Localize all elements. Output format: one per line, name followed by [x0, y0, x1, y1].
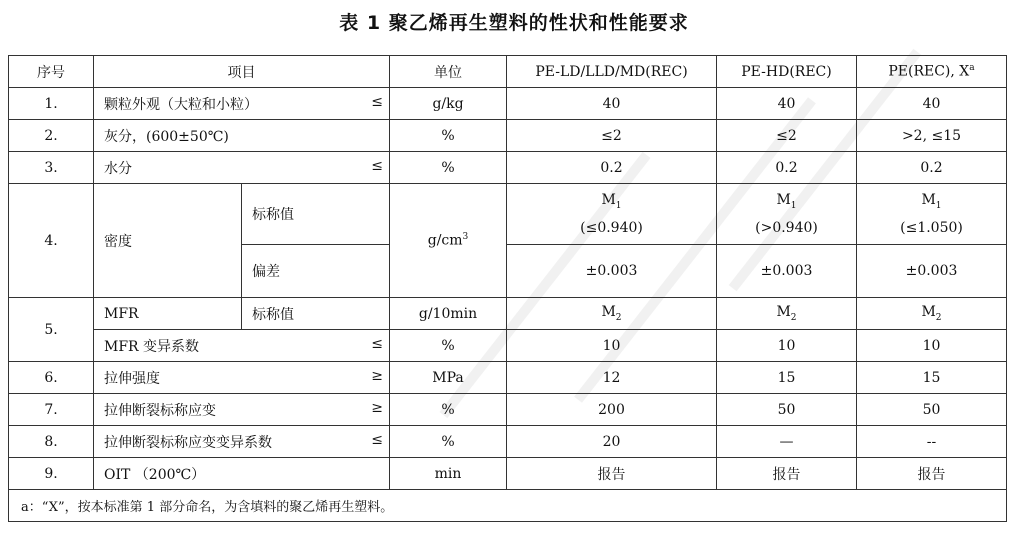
row-item: 颗粒外观（大粒和小粒） ≤: [94, 88, 390, 120]
row-value: 0.2: [857, 152, 1007, 184]
row-unit: MPa: [390, 362, 507, 394]
header-col3: PE(REC), $X^a$: [857, 56, 1007, 88]
row-unit: %: [390, 120, 507, 152]
row-value: 50: [717, 394, 857, 426]
row-unit: %: [390, 152, 507, 184]
table-title: 表 1 聚乙烯再生塑料的性状和性能要求: [339, 12, 689, 34]
table-row: [9, 152, 1007, 184]
row-item: 拉伸断裂标称应变 ≥: [94, 394, 390, 426]
row-value: 200: [507, 394, 717, 426]
row-unit: g/kg: [390, 88, 507, 120]
row-value: 10: [857, 330, 1007, 362]
properties-table: [8, 55, 1007, 522]
row-number: 5.: [9, 298, 94, 362]
row-unit: $g/cm^3$: [390, 184, 507, 298]
table-row: [9, 362, 1007, 394]
header-no: 序号: [9, 56, 94, 88]
table-row: [9, 394, 1007, 426]
row-value: 40: [507, 88, 717, 120]
row-value: $M_1$ (>0.940): [717, 184, 857, 245]
table-row-mfr: [9, 298, 1007, 330]
row-value: --: [857, 426, 1007, 458]
row-number: 3.: [9, 152, 94, 184]
row-value: ≤2: [717, 120, 857, 152]
row-subitem: 标称值: [242, 298, 390, 330]
row-number: 8.: [9, 426, 94, 458]
table-row-density-nominal: [9, 184, 1007, 245]
row-item: OIT （200℃）: [94, 458, 390, 490]
row-value: >2, ≤15: [857, 120, 1007, 152]
row-value: 0.2: [507, 152, 717, 184]
row-value: 40: [717, 88, 857, 120]
row-value: $M_2$: [857, 298, 1007, 330]
row-value: —: [717, 426, 857, 458]
row-item: 灰分，(600±50℃): [94, 120, 390, 152]
row-item: 密度: [94, 184, 242, 298]
row-number: 6.: [9, 362, 94, 394]
table-row: [9, 458, 1007, 490]
row-value: 40: [857, 88, 1007, 120]
header-item: 项目: [94, 56, 390, 88]
row-value: ±0.003: [507, 245, 717, 298]
row-value: 20: [507, 426, 717, 458]
row-item: 拉伸断裂标称应变变异系数 ≤: [94, 426, 390, 458]
row-value: $M_1$ (≤1.050): [857, 184, 1007, 245]
table-row: [9, 426, 1007, 458]
row-item: 拉伸强度 ≥: [94, 362, 390, 394]
row-item: 水分 ≤: [94, 152, 390, 184]
row-item: MFR 变异系数 ≤: [94, 330, 390, 362]
row-number: 9.: [9, 458, 94, 490]
table-row: [9, 120, 1007, 152]
row-value: ±0.003: [857, 245, 1007, 298]
row-unit: min: [390, 458, 507, 490]
header-row: [9, 56, 1007, 88]
row-unit: g/10min: [390, 298, 507, 330]
row-unit: %: [390, 330, 507, 362]
row-value: $M_2$: [507, 298, 717, 330]
row-value: 报告: [857, 458, 1007, 490]
row-value: 0.2: [717, 152, 857, 184]
row-value: 15: [857, 362, 1007, 394]
row-item: MFR: [94, 298, 242, 330]
table-row-mfr-cv: [9, 330, 1007, 362]
header-col2: PE-HD(REC): [717, 56, 857, 88]
row-value: 10: [717, 330, 857, 362]
footnote-row: [9, 490, 1007, 522]
row-subitem: 偏差: [242, 245, 390, 298]
row-number: 7.: [9, 394, 94, 426]
row-value: 报告: [507, 458, 717, 490]
row-value: 10: [507, 330, 717, 362]
row-value: 50: [857, 394, 1007, 426]
row-value: ≤2: [507, 120, 717, 152]
row-value: ±0.003: [717, 245, 857, 298]
row-value: $M_1$ (≤0.940): [507, 184, 717, 245]
row-subitem: 标称值: [242, 184, 390, 245]
row-value: 12: [507, 362, 717, 394]
header-unit: 单位: [390, 56, 507, 88]
row-unit: %: [390, 426, 507, 458]
row-number: 1.: [9, 88, 94, 120]
header-col1: PE-LD/LLD/MD(REC): [507, 56, 717, 88]
row-number: 2.: [9, 120, 94, 152]
row-value: $M_2$: [717, 298, 857, 330]
row-number: 4.: [9, 184, 94, 298]
table-row: [9, 88, 1007, 120]
row-value: 报告: [717, 458, 857, 490]
row-unit: %: [390, 394, 507, 426]
table-footnote: a：“X”，按本标准第 1 部分命名，为含填料的聚乙烯再生塑料。: [9, 490, 1007, 522]
row-value: 15: [717, 362, 857, 394]
